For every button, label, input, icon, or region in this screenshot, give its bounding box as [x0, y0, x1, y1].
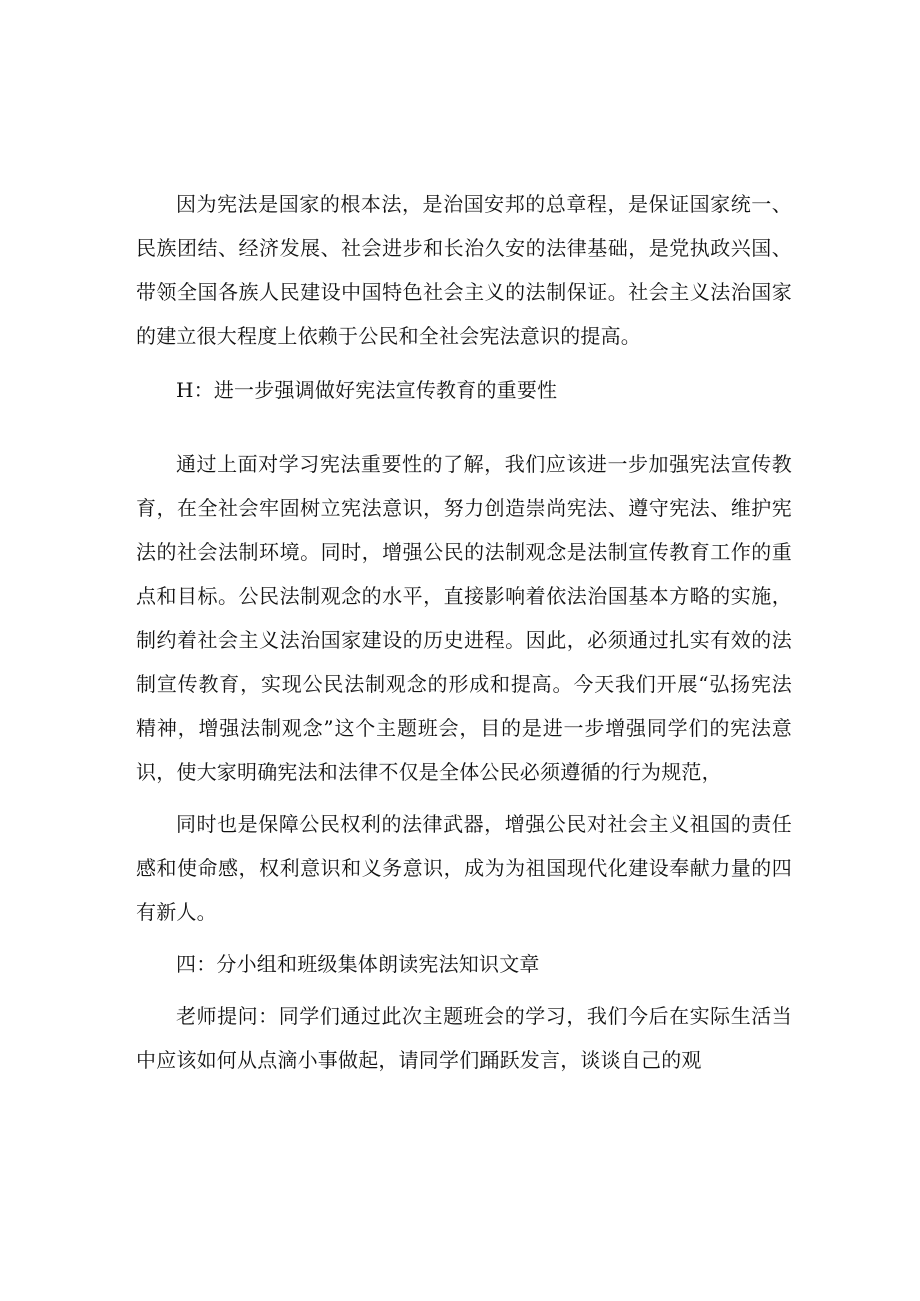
paragraph-education-importance: 通过上面对学习宪法重要性的了解，我们应该进一步加强宪法宣传教育，在全社会牢固树立宪法意识，努力创造崇尚宪法、遵守宪法、维护宪法的社会法制环境。同时，增强公民的法制观念是法制宣传教育工作的重点和目标。公民法制观念的水平，直接影响着依法治国基本方略的实施，制约着社会主义法治国家建设的历史进程。因此，必须通过扎实有效的法制宣传教育，实现公民法制观念的形成和提高。今天我们开展“弘扬宪法精神，增强法制观念”这个主题班会，目的是进一步增强同学们的宪法意识，使大家明确宪法和法律不仅是全体公民必须遵循的行为规范， [136, 452, 792, 784]
document-body [136, 182, 792, 1082]
paragraph-legal-weapon: 同时也是保障公民权利的法律武器，增强公民对社会主义祖国的责任感和使命感，权利意识和义务意识，成为为祖国现代化建设奉献力量的四有新人。 [136, 812, 792, 924]
section-heading-h: H：进一步强调做好宪法宣传教育的重要性 [176, 378, 558, 402]
paragraph-constitution-foundation: 因为宪法是国家的根本法，是治国安邦的总章程，是保证国家统一、民族团结、经济发展、社会进步和长治久安的法律基础，是党执政兴国、带领全国各族人民建设中国特色社会主义的法制保证。社会主义法治国家的建立很大程度上依赖于公民和全社会宪法意识的提高。 [136, 192, 792, 348]
paragraph-teacher-question: 老师提问：同学们通过此次主题班会的学习，我们今后在实际生活当中应该如何从点滴小事做起，请同学们踊跃发言，谈谈自己的观 [136, 1004, 792, 1072]
section-heading-four: 四：分小组和班级集体朗读宪法知识文章 [176, 952, 540, 976]
